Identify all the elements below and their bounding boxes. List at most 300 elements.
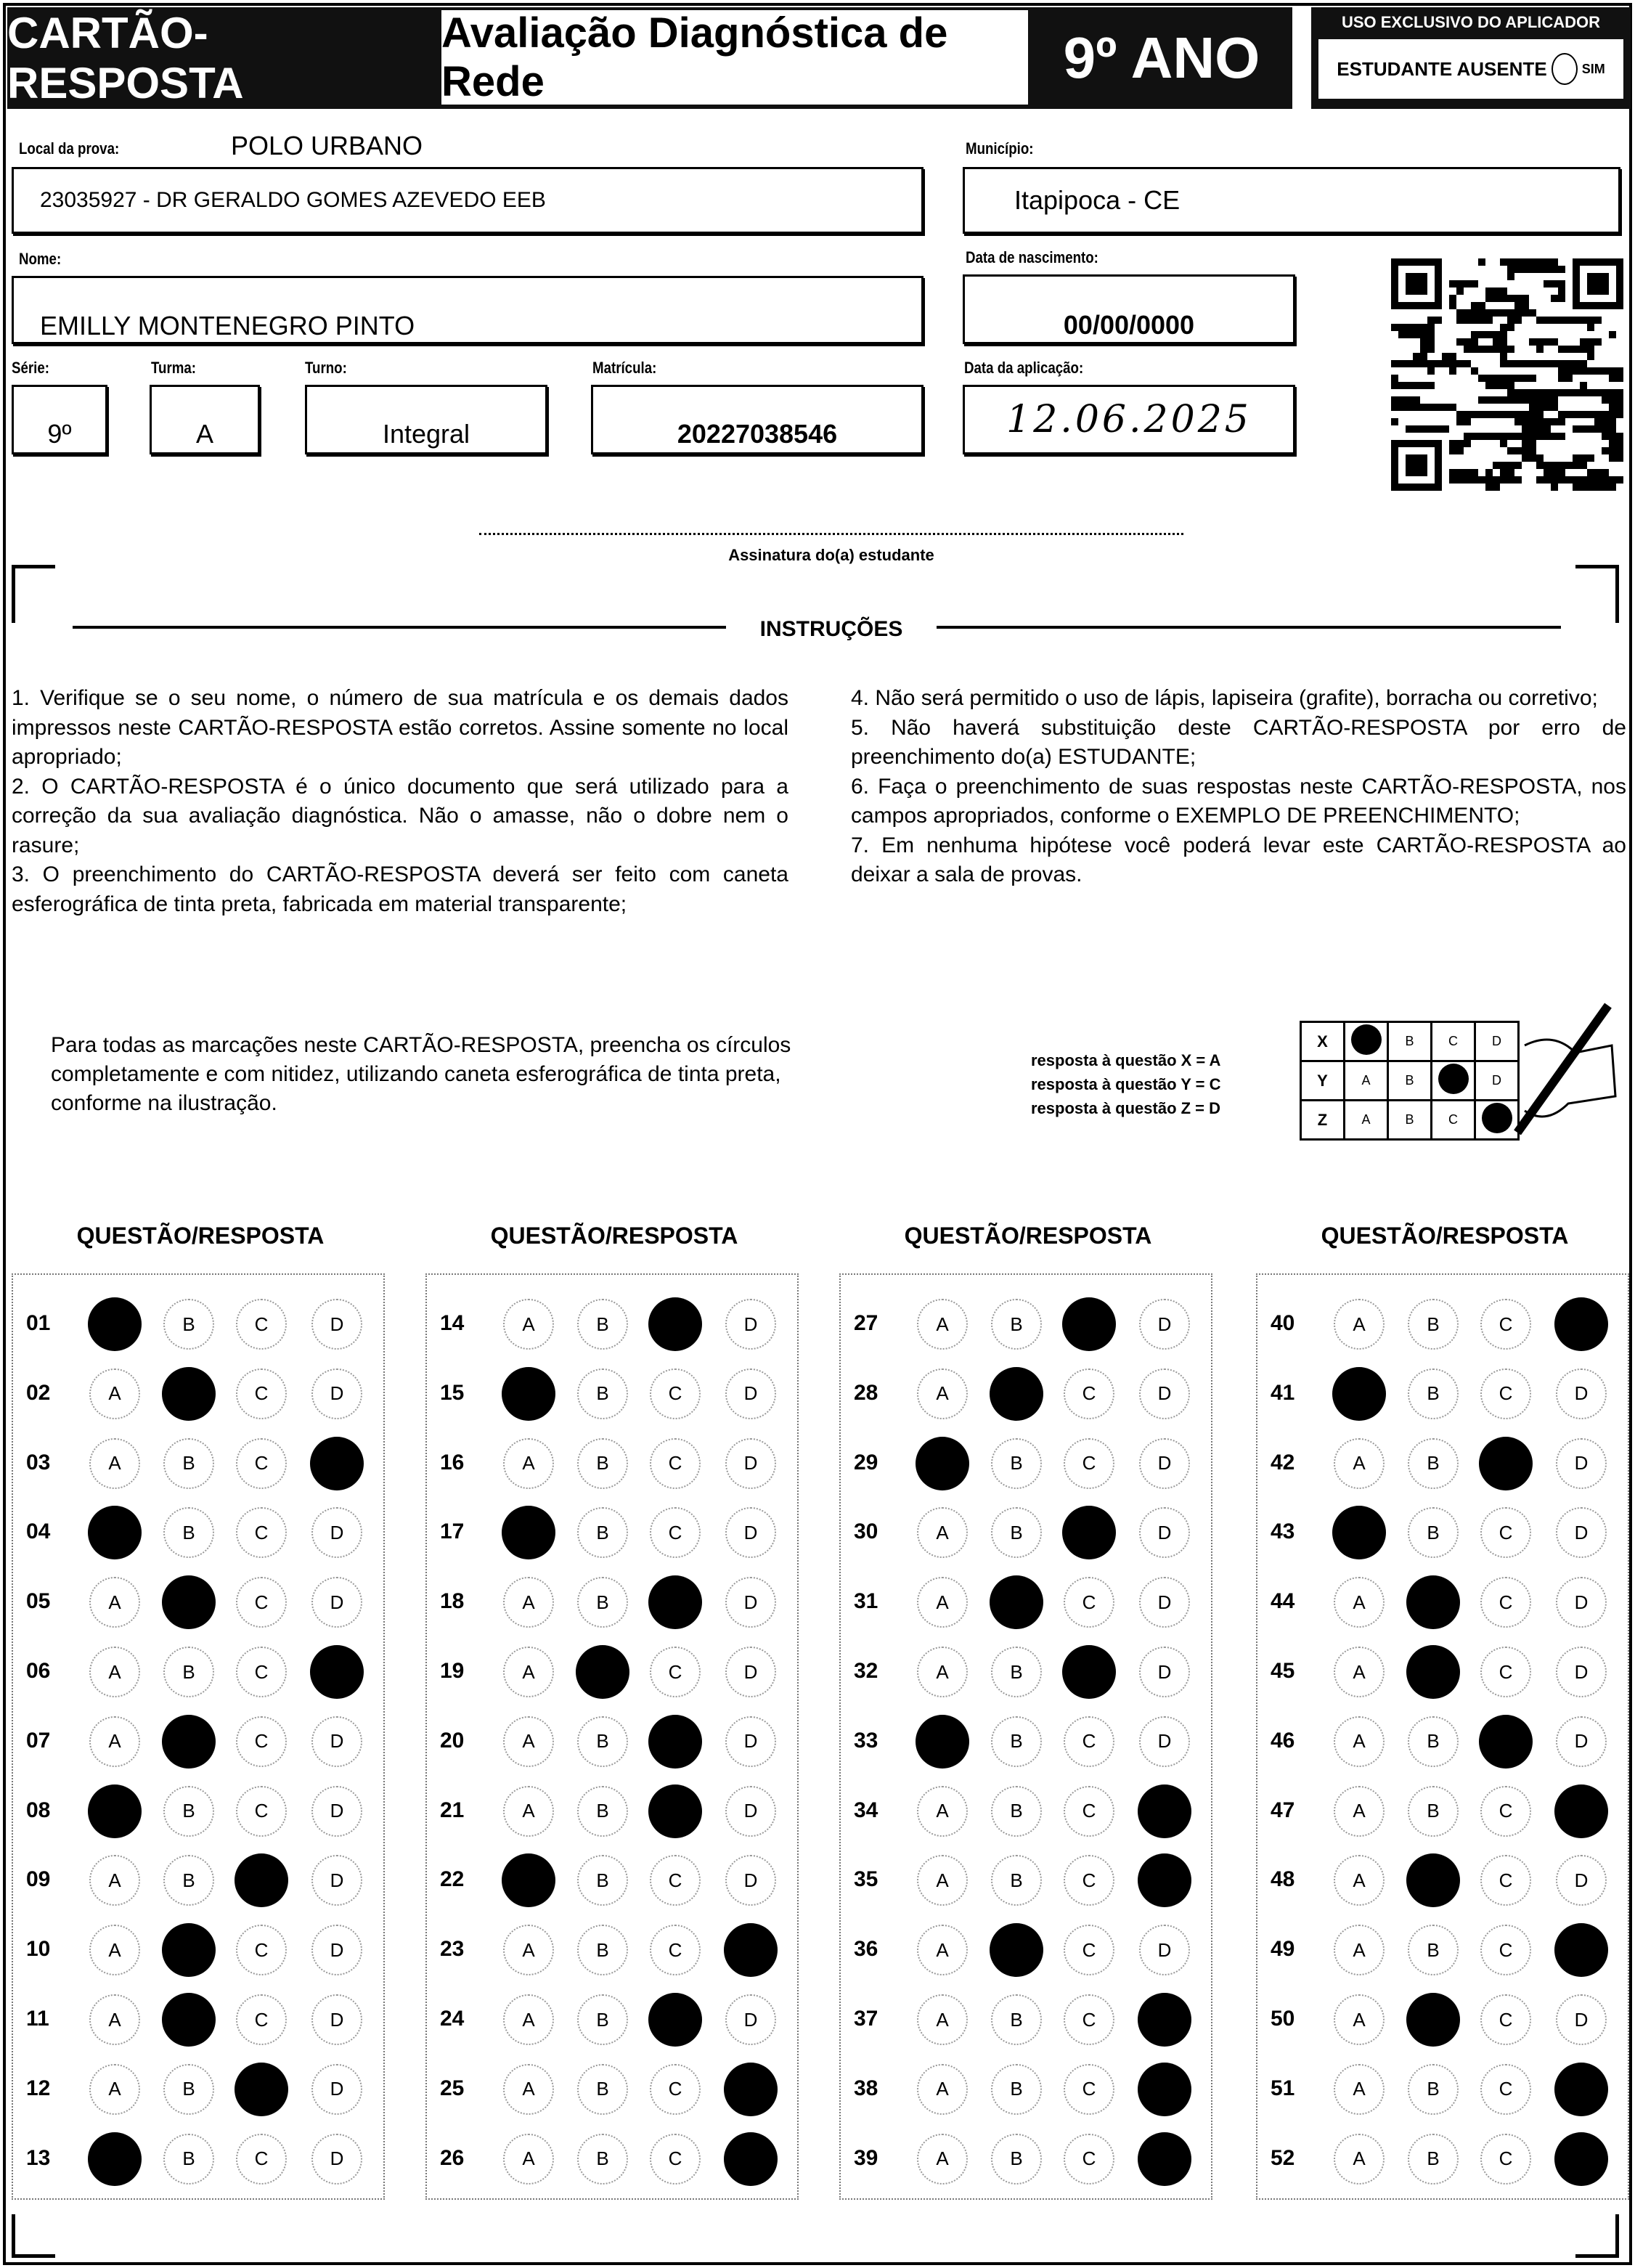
answer-bubble-a[interactable]: A xyxy=(917,1368,968,1419)
turno-value: Integral xyxy=(382,419,470,449)
answer-bubble-a[interactable]: A xyxy=(917,1507,968,1558)
answer-bubble-b[interactable]: B xyxy=(991,2134,1042,2185)
answer-bubble-b[interactable]: B xyxy=(163,1438,214,1489)
answer-bubble-filled[interactable] xyxy=(916,1437,969,1490)
answer-bubble-filled[interactable] xyxy=(1554,2132,1608,2186)
answer-bubble-c[interactable]: C xyxy=(1064,1577,1114,1628)
answer-bubble-d[interactable]: D xyxy=(1556,1994,1607,2045)
answer-bubble-d[interactable]: D xyxy=(311,1925,362,1975)
nascimento-value: 00/00/0000 xyxy=(1063,310,1195,340)
answer-bubble-b[interactable]: B xyxy=(1408,2064,1459,2115)
answer-bubble-b[interactable]: B xyxy=(991,1507,1042,1558)
answer-bubble-filled[interactable] xyxy=(1062,1506,1116,1559)
answer-bubble-a[interactable]: A xyxy=(917,1925,968,1975)
answer-bubble-b[interactable]: B xyxy=(991,2064,1042,2115)
answer-bubble-filled[interactable] xyxy=(648,1715,702,1769)
question-number: 21 xyxy=(440,1798,465,1822)
answer-row xyxy=(12,1504,385,1562)
answer-bubble-b[interactable]: B xyxy=(577,2134,628,2185)
answer-bubble-filled[interactable] xyxy=(162,1923,216,1977)
question-number: 03 xyxy=(26,1450,51,1474)
answer-bubble-a[interactable]: A xyxy=(503,1299,554,1350)
answer-bubble-d[interactable]: D xyxy=(725,1368,776,1419)
answer-bubble-c[interactable]: C xyxy=(1064,1716,1114,1767)
example-option: D xyxy=(1475,1061,1519,1101)
answer-bubble-c[interactable]: C xyxy=(1064,2134,1114,2185)
answer-row xyxy=(839,2060,1212,2118)
answer-bubble-b[interactable]: B xyxy=(163,1507,214,1558)
answer-bubble-c[interactable]: C xyxy=(650,1855,701,1906)
answer-bubble-a[interactable]: A xyxy=(1334,1647,1385,1697)
answer-bubble-c[interactable]: C xyxy=(650,1647,701,1697)
answer-bubble-a[interactable]: A xyxy=(917,2134,968,2185)
answer-bubble-filled[interactable] xyxy=(990,1367,1043,1421)
answer-bubble-b[interactable]: B xyxy=(163,2134,214,2185)
answer-bubble-b[interactable]: B xyxy=(991,1299,1042,1350)
example-option: C xyxy=(1432,1022,1475,1061)
answer-bubble-filled[interactable] xyxy=(235,1853,288,1907)
corner-mark xyxy=(12,565,55,623)
answer-bubble-c[interactable]: C xyxy=(236,1438,287,1489)
answer-bubble-a[interactable]: A xyxy=(89,2064,140,2115)
matricula-label: Matrícula: xyxy=(592,359,657,377)
answer-bubble-b[interactable]: B xyxy=(1408,1716,1459,1767)
question-number: 41 xyxy=(1271,1380,1295,1405)
answer-bubble-d[interactable]: D xyxy=(725,1438,776,1489)
answer-bubble-c[interactable]: C xyxy=(236,1577,287,1628)
answer-bubble-c[interactable]: C xyxy=(1064,1925,1114,1975)
answer-bubble-d[interactable]: D xyxy=(1139,1368,1190,1419)
answer-bubble-a[interactable]: A xyxy=(89,1925,140,1975)
answer-bubble-filled[interactable] xyxy=(1406,1853,1460,1907)
answer-bubble-a[interactable]: A xyxy=(503,1716,554,1767)
answer-bubble-d[interactable]: D xyxy=(311,1299,362,1350)
answer-bubble-c[interactable]: C xyxy=(1480,1647,1531,1697)
answer-bubble-c[interactable]: C xyxy=(1064,1855,1114,1906)
question-number: 12 xyxy=(26,2076,51,2100)
answer-bubble-b[interactable]: B xyxy=(163,1647,214,1697)
answer-bubble-filled[interactable] xyxy=(162,1575,216,1629)
answer-bubble-b[interactable]: B xyxy=(991,1647,1042,1697)
answer-bubble-filled[interactable] xyxy=(88,2132,142,2186)
absent-option: SIM xyxy=(1581,61,1605,76)
answer-bubble-filled[interactable] xyxy=(1138,1853,1191,1907)
question-number: 16 xyxy=(440,1450,465,1474)
answer-bubble-c[interactable]: C xyxy=(1480,1925,1531,1975)
answer-bubble-d[interactable]: D xyxy=(725,1855,776,1906)
answer-bubble-filled[interactable] xyxy=(724,2063,778,2116)
answer-bubble-c[interactable]: C xyxy=(650,2134,701,2185)
answer-bubble-filled[interactable] xyxy=(990,1575,1043,1629)
answer-bubble-filled[interactable] xyxy=(648,1993,702,2047)
answer-bubble-b[interactable]: B xyxy=(991,1786,1042,1837)
answer-bubble-filled[interactable] xyxy=(1479,1715,1533,1769)
answer-bubble-d[interactable]: D xyxy=(1556,1855,1607,1906)
answer-bubble-filled[interactable] xyxy=(1554,1297,1608,1351)
answer-bubble-c[interactable]: C xyxy=(1064,2064,1114,2115)
question-number: 18 xyxy=(440,1589,465,1614)
answer-bubble-d[interactable]: D xyxy=(725,1994,776,2045)
signature-line[interactable] xyxy=(479,533,1183,535)
matricula-field xyxy=(591,385,923,454)
question-number: 02 xyxy=(26,1380,51,1405)
answer-bubble-filled[interactable] xyxy=(502,1506,555,1559)
answer-bubble-filled[interactable] xyxy=(916,1715,969,1769)
signature-label: Assinatura do(a) estudante xyxy=(728,546,934,564)
answer-bubble-filled[interactable] xyxy=(1479,1437,1533,1490)
answer-bubble-d[interactable]: D xyxy=(1556,1438,1607,1489)
card-title: CARTÃO-RESPOSTA xyxy=(7,7,436,109)
answer-bubble-a[interactable]: A xyxy=(503,1994,554,2045)
question-number: 51 xyxy=(1271,2076,1295,2100)
answer-bubble-filled[interactable] xyxy=(1138,1993,1191,2047)
example-legend xyxy=(1031,1048,1220,1120)
answer-bubble-c[interactable]: C xyxy=(1480,1786,1531,1837)
answer-row xyxy=(425,1643,799,1701)
answer-bubble-c[interactable]: C xyxy=(650,2064,701,2115)
question-number: 35 xyxy=(854,1867,878,1892)
answer-row xyxy=(839,1435,1212,1493)
answer-bubble-a[interactable]: A xyxy=(1334,1299,1385,1350)
question-number: 46 xyxy=(1271,1728,1295,1753)
answer-bubble-c[interactable]: C xyxy=(650,1438,701,1489)
answer-bubble-d[interactable]: D xyxy=(311,1716,362,1767)
question-number: 13 xyxy=(26,2145,51,2170)
answer-row xyxy=(839,1921,1212,1979)
answer-bubble-b[interactable]: B xyxy=(1408,1925,1459,1975)
answer-bubble-c[interactable]: C xyxy=(1064,1368,1114,1419)
answer-bubble-c[interactable]: C xyxy=(236,1368,287,1419)
answer-bubble-b[interactable]: B xyxy=(163,1299,214,1350)
answer-bubble-d[interactable]: D xyxy=(725,1577,776,1628)
answer-bubble-filled[interactable] xyxy=(310,1437,364,1490)
question-number: 10 xyxy=(26,1937,51,1962)
answer-bubble-d[interactable]: D xyxy=(311,1368,362,1419)
answer-bubble-a[interactable]: A xyxy=(503,1647,554,1697)
answer-bubble-filled[interactable] xyxy=(1406,1993,1460,2047)
answer-bubble-a[interactable]: A xyxy=(1334,2064,1385,2115)
answer-bubble-a[interactable]: A xyxy=(917,2064,968,2115)
answer-row xyxy=(1256,1504,1629,1562)
answer-bubble-c[interactable]: C xyxy=(1064,1994,1114,2045)
answer-bubble-filled[interactable] xyxy=(88,1506,142,1559)
answer-bubble-b[interactable]: B xyxy=(577,1925,628,1975)
answer-bubble-filled[interactable] xyxy=(990,1923,1043,1977)
answer-bubble-d[interactable]: D xyxy=(1139,1507,1190,1558)
answer-bubble-filled[interactable] xyxy=(162,1993,216,2047)
answer-bubble-filled[interactable] xyxy=(1062,1297,1116,1351)
answer-bubble-a[interactable]: A xyxy=(917,1577,968,1628)
school-value: 23035927 - DR GERALDO GOMES AZEVEDO EEB xyxy=(40,188,546,212)
answer-bubble-a[interactable]: A xyxy=(917,1647,968,1697)
answer-bubble-c[interactable]: C xyxy=(1480,1507,1531,1558)
answer-bubble-c[interactable]: C xyxy=(236,1507,287,1558)
answer-bubble-d[interactable]: D xyxy=(1556,1647,1607,1697)
answer-bubble-b[interactable]: B xyxy=(577,1438,628,1489)
answer-bubble-b[interactable]: B xyxy=(991,1438,1042,1489)
answer-bubble-b[interactable]: B xyxy=(163,1855,214,1906)
answer-bubble-d[interactable]: D xyxy=(1139,1647,1190,1697)
question-number: 40 xyxy=(1271,1311,1295,1335)
answer-row xyxy=(839,1643,1212,1701)
answer-bubble-b[interactable]: B xyxy=(991,1855,1042,1906)
answer-bubble-c[interactable]: C xyxy=(1480,1994,1531,2045)
answer-bubble-c[interactable]: C xyxy=(236,1716,287,1767)
answer-bubble-a[interactable]: A xyxy=(1334,1855,1385,1906)
turma-value: A xyxy=(195,419,213,449)
answer-bubble-c[interactable]: C xyxy=(650,1925,701,1975)
answer-bubble-a[interactable]: A xyxy=(503,1786,554,1837)
answer-bubble-c[interactable]: C xyxy=(1480,1299,1531,1350)
answer-bubble-b[interactable]: B xyxy=(1408,1438,1459,1489)
answer-bubble-b[interactable]: B xyxy=(991,1994,1042,2045)
absent-bubble[interactable] xyxy=(1552,53,1578,85)
answer-bubble-a[interactable]: A xyxy=(917,1855,968,1906)
question-number: 08 xyxy=(26,1798,51,1822)
answer-bubble-c[interactable]: C xyxy=(236,1994,287,2045)
question-number: 28 xyxy=(854,1380,878,1405)
question-number: 39 xyxy=(854,2145,878,2170)
answer-bubble-c[interactable]: C xyxy=(1480,1577,1531,1628)
answer-row xyxy=(12,1435,385,1493)
question-number: 25 xyxy=(440,2076,465,2100)
answer-bubble-filled[interactable] xyxy=(1554,1923,1608,1977)
answer-row xyxy=(12,1643,385,1701)
answer-bubble-b[interactable]: B xyxy=(577,1786,628,1837)
answer-bubble-filled[interactable] xyxy=(162,1367,216,1421)
answer-bubble-b[interactable]: B xyxy=(577,1368,628,1419)
answer-bubble-b[interactable]: B xyxy=(577,1994,628,2045)
question-number: 33 xyxy=(854,1728,878,1753)
question-number: 27 xyxy=(854,1311,878,1335)
municipio-field xyxy=(963,167,1620,234)
answer-bubble-c[interactable]: C xyxy=(1480,1855,1531,1906)
answer-bubble-a[interactable]: A xyxy=(1334,1716,1385,1767)
answer-bubble-filled[interactable] xyxy=(724,2132,778,2186)
answer-bubble-a[interactable]: A xyxy=(917,1786,968,1837)
answer-bubble-c[interactable]: C xyxy=(650,1507,701,1558)
answer-row xyxy=(839,1573,1212,1631)
answer-row xyxy=(425,1435,799,1493)
municipio-value: Itapipoca - CE xyxy=(1014,185,1181,215)
answer-bubble-d[interactable]: D xyxy=(1139,1577,1190,1628)
question-number: 34 xyxy=(854,1798,878,1822)
answer-bubble-a[interactable]: A xyxy=(503,1577,554,1628)
answer-bubble-c[interactable]: C xyxy=(1480,2064,1531,2115)
answer-bubble-filled[interactable] xyxy=(724,1923,778,1977)
answer-bubble-filled[interactable] xyxy=(648,1575,702,1629)
answer-bubble-d[interactable]: D xyxy=(725,1716,776,1767)
answer-bubble-c[interactable]: C xyxy=(236,1925,287,1975)
answer-bubble-d[interactable]: D xyxy=(1556,1577,1607,1628)
answer-row xyxy=(1256,1435,1629,1493)
answer-bubble-d[interactable]: D xyxy=(311,1786,362,1837)
answer-row xyxy=(12,1921,385,1979)
answer-bubble-c[interactable]: C xyxy=(236,1786,287,1837)
answer-bubble-c[interactable]: C xyxy=(1064,1438,1114,1489)
answer-bubble-filled[interactable] xyxy=(502,1367,555,1421)
answer-bubble-d[interactable]: D xyxy=(1139,1299,1190,1350)
answer-bubble-filled[interactable] xyxy=(1332,1506,1386,1559)
example-option: C xyxy=(1432,1101,1475,1140)
answer-bubble-d[interactable]: D xyxy=(1556,1368,1607,1419)
answer-row xyxy=(1256,1782,1629,1840)
answer-bubble-filled[interactable] xyxy=(1332,1367,1386,1421)
school-field xyxy=(12,167,923,234)
answer-bubble-filled[interactable] xyxy=(1138,2132,1191,2186)
answer-bubble-a[interactable]: A xyxy=(89,1577,140,1628)
answer-bubble-b[interactable]: B xyxy=(1408,1786,1459,1837)
answer-bubble-b[interactable]: B xyxy=(577,2064,628,2115)
answer-bubble-filled[interactable] xyxy=(502,1853,555,1907)
answer-row xyxy=(425,2130,799,2188)
answer-bubble-filled[interactable] xyxy=(1406,1575,1460,1629)
answer-bubble-b[interactable]: B xyxy=(991,1716,1042,1767)
answer-bubble-a[interactable]: A xyxy=(89,1647,140,1697)
answer-bubble-d[interactable]: D xyxy=(311,1507,362,1558)
corner-mark xyxy=(1575,565,1619,623)
question-number: 17 xyxy=(440,1520,465,1544)
answer-bubble-d[interactable]: D xyxy=(1139,1438,1190,1489)
answer-bubble-a[interactable]: A xyxy=(89,1716,140,1767)
answer-bubble-d[interactable]: D xyxy=(725,1299,776,1350)
answer-row xyxy=(12,1573,385,1631)
answer-bubble-d[interactable]: D xyxy=(1556,1716,1607,1767)
question-number: 04 xyxy=(26,1520,51,1544)
answer-bubble-filled[interactable] xyxy=(648,1784,702,1838)
answer-bubble-a[interactable]: A xyxy=(89,1368,140,1419)
question-number: 43 xyxy=(1271,1520,1295,1544)
answer-row xyxy=(839,2130,1212,2188)
answer-bubble-filled[interactable] xyxy=(576,1645,629,1699)
question-number: 01 xyxy=(26,1311,51,1335)
answer-bubble-a[interactable]: A xyxy=(89,1438,140,1489)
answer-row xyxy=(1256,1991,1629,2049)
answer-bubble-c[interactable]: C xyxy=(1480,1368,1531,1419)
instructions-title: INSTRUÇÕES xyxy=(759,617,903,641)
answer-bubble-a[interactable]: A xyxy=(1334,1786,1385,1837)
answer-row xyxy=(839,1991,1212,2049)
answer-bubble-a[interactable]: A xyxy=(1334,1438,1385,1489)
answer-row xyxy=(425,1295,799,1353)
answer-bubble-d[interactable]: D xyxy=(1556,1507,1607,1558)
answer-bubble-d[interactable]: D xyxy=(725,1507,776,1558)
question-number: 19 xyxy=(440,1659,465,1683)
answer-bubble-filled[interactable] xyxy=(1138,1784,1191,1838)
answer-bubble-a[interactable]: A xyxy=(1334,1577,1385,1628)
answer-bubble-filled[interactable] xyxy=(88,1297,142,1351)
example-filled-cell xyxy=(1345,1022,1388,1061)
answer-bubble-filled[interactable] xyxy=(1062,1645,1116,1699)
answer-bubble-b[interactable]: B xyxy=(1408,1299,1459,1350)
aplicacao-handwritten: 12.06.2025 xyxy=(1006,398,1252,441)
answer-row xyxy=(425,1782,799,1840)
answer-bubble-c[interactable]: C xyxy=(1064,1786,1114,1837)
answer-bubble-b[interactable]: B xyxy=(577,1299,628,1350)
answer-bubble-b[interactable]: B xyxy=(163,1786,214,1837)
answer-bubble-b[interactable]: B xyxy=(163,2064,214,2115)
instruction-item: 5. Não haverá substituição deste CARTÃO-RESPOSTA por erro de preenchimento do(a) ESTUDANTE; xyxy=(851,715,1626,769)
answer-bubble-filled[interactable] xyxy=(1554,2063,1608,2116)
answer-bubble-filled[interactable] xyxy=(235,2063,288,2116)
answer-bubble-b[interactable]: B xyxy=(577,1855,628,1906)
answer-bubble-filled[interactable] xyxy=(648,1297,702,1351)
answer-bubble-b[interactable]: B xyxy=(1408,2134,1459,2185)
answer-bubble-d[interactable]: D xyxy=(311,2134,362,2185)
answer-bubble-d[interactable]: D xyxy=(725,1786,776,1837)
instructions-left xyxy=(12,684,788,919)
example-question: Y xyxy=(1301,1061,1345,1101)
answer-bubble-c[interactable]: C xyxy=(650,1368,701,1419)
answer-bubble-d[interactable]: D xyxy=(725,1647,776,1697)
nascimento-label: Data de nascimento: xyxy=(966,248,1098,266)
column-header: QUESTÃO/RESPOSTA xyxy=(904,1223,1152,1249)
answer-row xyxy=(425,1921,799,1979)
answer-bubble-d[interactable]: D xyxy=(311,1994,362,2045)
answer-bubble-b[interactable]: B xyxy=(577,1577,628,1628)
answer-bubble-a[interactable]: A xyxy=(503,1925,554,1975)
answer-bubble-filled[interactable] xyxy=(1554,1784,1608,1838)
question-number: 20 xyxy=(440,1728,465,1753)
answer-bubble-c[interactable]: C xyxy=(236,2134,287,2185)
answer-bubble-filled[interactable] xyxy=(162,1715,216,1769)
answer-row xyxy=(425,1991,799,2049)
serie-field xyxy=(12,385,107,454)
answer-bubble-d[interactable]: D xyxy=(1139,1716,1190,1767)
answer-bubble-a[interactable]: A xyxy=(917,1994,968,2045)
answer-bubble-a[interactable]: A xyxy=(503,2064,554,2115)
nome-value: EMILLY MONTENEGRO PINTO xyxy=(40,311,415,340)
answer-row xyxy=(425,1365,799,1423)
instruction-item: 1. Verifique se o seu nome, o número de sua matrícula e os demais dados impressos neste CARTÃO-RESPOSTA estão corretos. Assine somente no local apropriado; xyxy=(12,686,788,769)
answer-bubble-d[interactable]: D xyxy=(311,1855,362,1906)
answer-bubble-a[interactable]: A xyxy=(1334,2134,1385,2185)
answer-bubble-b[interactable]: B xyxy=(577,1716,628,1767)
answer-bubble-b[interactable]: B xyxy=(577,1507,628,1558)
answer-bubble-a[interactable]: A xyxy=(503,2134,554,2185)
answer-bubble-filled[interactable] xyxy=(1138,2063,1191,2116)
answer-bubble-a[interactable]: A xyxy=(89,1994,140,2045)
answer-bubble-c[interactable]: C xyxy=(1480,2134,1531,2185)
example-line: resposta à questão X = A xyxy=(1031,1051,1221,1069)
answer-row xyxy=(425,1713,799,1771)
answer-row xyxy=(839,1365,1212,1423)
answer-bubble-a[interactable]: A xyxy=(1334,1925,1385,1975)
answer-bubble-d[interactable]: D xyxy=(1139,1925,1190,1975)
answer-bubble-c[interactable]: C xyxy=(236,1299,287,1350)
answer-bubble-filled[interactable] xyxy=(310,1645,364,1699)
serie-value: 9º xyxy=(47,419,72,449)
aplicacao-field[interactable] xyxy=(963,385,1295,454)
answer-bubble-filled[interactable] xyxy=(88,1784,142,1838)
answer-bubble-b[interactable]: B xyxy=(1408,1368,1459,1419)
answer-bubble-d[interactable]: D xyxy=(311,1577,362,1628)
answer-bubble-b[interactable]: B xyxy=(1408,1507,1459,1558)
answer-row xyxy=(839,1504,1212,1562)
answer-bubble-d[interactable]: D xyxy=(311,2064,362,2115)
divider xyxy=(937,626,1561,629)
answer-bubble-a[interactable]: A xyxy=(917,1299,968,1350)
answer-bubble-filled[interactable] xyxy=(1406,1645,1460,1699)
answer-row xyxy=(12,1365,385,1423)
answer-bubble-a[interactable]: A xyxy=(1334,1994,1385,2045)
nome-label: Nome: xyxy=(19,250,62,268)
answer-bubble-a[interactable]: A xyxy=(503,1438,554,1489)
answer-bubble-c[interactable]: C xyxy=(236,1647,287,1697)
question-number: 26 xyxy=(440,2145,465,2170)
turno-field xyxy=(305,385,547,454)
answer-bubble-a[interactable]: A xyxy=(89,1855,140,1906)
